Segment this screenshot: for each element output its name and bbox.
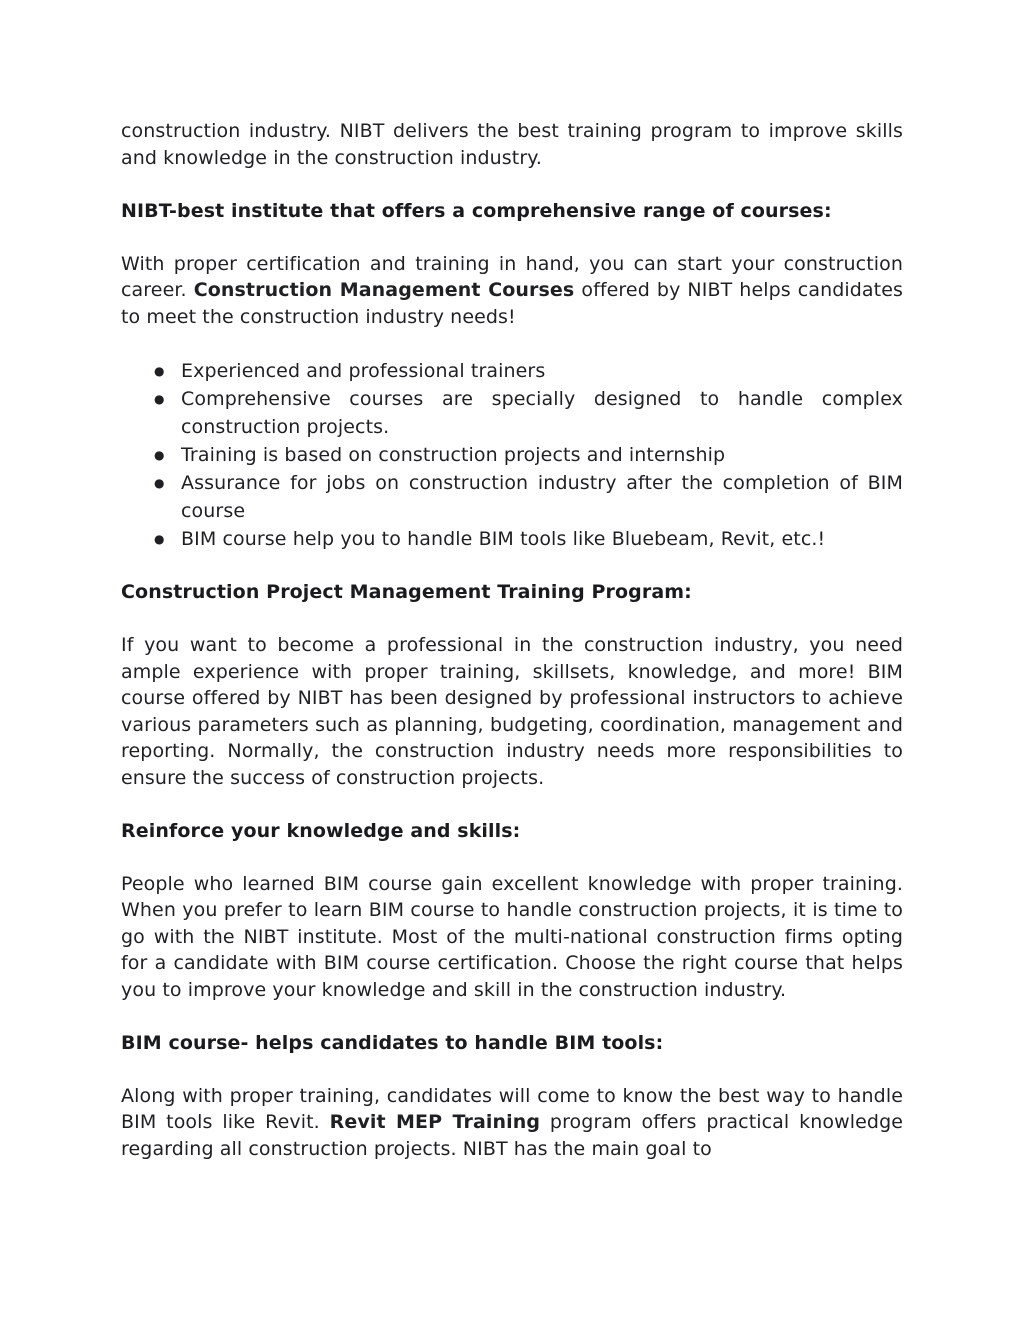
section-heading-project-management: Construction Project Management Training Program:	[121, 581, 692, 603]
intro-paragraph: construction industry. NIBT delivers the best training program to improve skills and knowledge in the construction industry.	[121, 120, 903, 169]
bim-tools-paragraph-start: Along with proper training, candidates will come to know the best way to handle BIM tools like Revit.	[121, 1084, 903, 1133]
section-heading-bim-tools: BIM course- helps candidates to handle BIM tools:	[121, 1031, 664, 1054]
bullet-icon: ●	[154, 447, 165, 462]
list-item-text: Assurance for jobs on construction industry after the completion of BIM course	[181, 471, 903, 522]
bullet-icon: ●	[154, 363, 165, 378]
list-item-text: Comprehensive courses are specially designed to handle complex construction projects.	[181, 387, 903, 438]
bullet-icon: ●	[154, 391, 165, 406]
section-heading-reinforce: Reinforce your knowledge and skills:	[121, 819, 521, 842]
reinforce-paragraph: People who learned BIM course gain excellent knowledge with proper training. When you prefer to learn BIM course to handle construction projects, it is time to go with the NIBT institute. Most of the multi-national construction firms opting for a candidate with BIM course certification. Choose the right course that helps you to improve your knowledge and skill in the construction industry.	[121, 872, 903, 1001]
courses-paragraph	[121, 251, 903, 331]
list-item	[154, 357, 903, 385]
benefits-list	[121, 357, 903, 553]
list-item-text: BIM course help you to handle BIM tools like Bluebeam, Revit, etc.!	[181, 527, 826, 550]
document-page	[121, 118, 903, 1162]
construction-management-courses-link[interactable]: Construction Management Courses	[193, 279, 575, 301]
courses-paragraph-start: With proper certification and training in hand, you can start your construction career.	[121, 252, 903, 301]
courses-paragraph-end: offered by NIBT helps candidates to meet the construction industry needs!	[121, 279, 904, 328]
bullet-icon: ●	[154, 475, 165, 490]
bim-tools-paragraph-end: program offers practical knowledge regarding all construction projects. NIBT has the main goal to	[121, 1111, 904, 1160]
section-heading-courses: NIBT-best institute that offers a comprehensive range of courses:	[121, 199, 832, 222]
bim-tools-paragraph	[121, 1083, 903, 1163]
bullet-icon: ●	[154, 531, 165, 546]
project-management-paragraph: If you want to become a professional in the construction industry, you need ample experience with proper training, skillsets, knowledge, and more! BIM course offered by NIBT has been designed by professional instructors to achieve various parameters such as planning, budgeting, coordination, management and reporting. Normally, the construction industry needs more responsibilities to ensure the success of construction projects.	[121, 634, 903, 789]
list-item	[154, 385, 903, 441]
list-item-text: Experienced and professional trainers	[181, 359, 546, 382]
list-item	[154, 469, 903, 525]
list-item	[154, 441, 903, 469]
revit-mep-training-link[interactable]: Revit MEP Training	[329, 1111, 541, 1133]
list-item-text: Training is based on construction projects and internship	[181, 443, 726, 466]
list-item	[154, 525, 903, 553]
